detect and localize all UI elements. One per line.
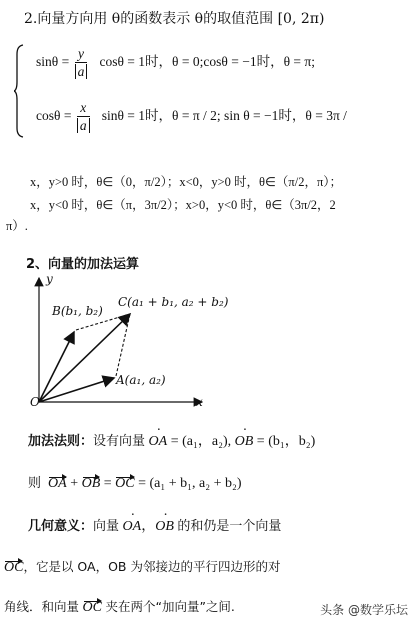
system-line-2-rest: sinθ = 1时，θ = π / 2; sin θ = −1时，θ = 3π / — [101, 108, 347, 124]
sum-ob: OB — [81, 476, 101, 491]
geometric-meaning — [28, 515, 281, 535]
geometric-line-3 — [4, 597, 235, 616]
heading-direction — [24, 8, 324, 28]
system-line-2-lhs: cosθ = — [36, 108, 72, 124]
geo-ob: OB · — [155, 519, 174, 535]
quadrant-line-2: x，y<0 时，θ∈（π，3π/2）；x>0，y<0 时，θ∈（3π/2，2 — [30, 198, 336, 212]
geometric-line-3-text-2: 夹在两个“加向量”之间. — [105, 599, 235, 614]
sum-plus: + — [70, 476, 79, 491]
heading-range: [0, 2π) — [277, 11, 325, 27]
geometric-line-2-text: ，它是以 OA，OB 为邻接边的平行四边形的对 — [23, 559, 281, 574]
geo3-oc: OC — [82, 600, 102, 615]
quadrant-line-3: π）. — [6, 219, 28, 233]
geo-oa: OA · — [123, 519, 142, 535]
system-line-2 — [36, 100, 347, 134]
addition-rule-label: 加法法则： — [28, 434, 94, 449]
system-brace — [14, 44, 24, 138]
sum-eq: = — [103, 476, 112, 491]
diagram-label-c: C(a₁ + b₁, a₂ + b₂) — [118, 295, 229, 309]
heading-text: 2.向量方向用 θ的函数表示 θ的取值范围 — [24, 11, 274, 27]
diagram-label-x: x — [196, 395, 203, 409]
vector-oc — [39, 314, 130, 402]
geometric-text-2: 的和仍是一个向量 — [177, 519, 282, 534]
fraction-2-den: a — [77, 118, 90, 133]
geometric-text-1: 向量 — [93, 519, 120, 534]
dashed-ac — [116, 314, 130, 376]
addition-rule — [28, 430, 315, 450]
vector-ob — [39, 332, 74, 402]
section-title-vector-addition: 2、向量的加法运算 — [26, 257, 140, 272]
addition-rule-text: 设有向量 — [93, 434, 146, 449]
geometric-line-2 — [4, 557, 281, 576]
sum-oa: OA — [48, 476, 67, 491]
vector-oa-symbol: OA · — [149, 434, 168, 450]
vector-ob-coords: = (b₁，b₂) — [256, 434, 316, 449]
sum-equation — [28, 472, 242, 492]
fraction-1 — [75, 46, 88, 80]
geo-comma: ， — [141, 519, 156, 534]
fraction-2-num: x — [77, 100, 90, 117]
geometric-meaning-label: 几何意义： — [28, 519, 94, 534]
diagram-label-b: B(b₁, b₂) — [52, 304, 103, 318]
watermark: 头条 @数学乐坛 — [320, 603, 408, 617]
vector-oa-coords: = (a₁，a₂), — [170, 434, 232, 449]
fraction-2 — [77, 100, 90, 134]
sum-equation-label: 则 — [28, 476, 42, 491]
system-line-1-rest: cosθ = 1时，θ = 0;cosθ = −1时，θ = π; — [99, 54, 315, 70]
quadrant-line-1: x，y>0 时，θ∈（0，π/2）；x<0，y>0 时，θ∈（π/2，π）； — [30, 175, 343, 189]
sum-oc: OC — [115, 476, 135, 491]
fraction-1-num: y — [75, 46, 88, 63]
diagram-label-o: O — [30, 395, 40, 409]
geometric-line-3-text-1: 角线．和向量 — [4, 599, 80, 614]
vector-addition-diagram — [22, 270, 222, 416]
system-line-1-lhs: sinθ = — [36, 54, 70, 70]
geo2-oc: OC — [4, 560, 24, 575]
diagram-label-a: A(a₁, a₂) — [116, 373, 166, 387]
vector-ob-symbol: OB · — [235, 434, 254, 450]
fraction-1-den: a — [75, 64, 88, 79]
diagram-label-y: y — [46, 272, 53, 286]
sum-result: = (a₁ + b₁, a₂ + b₂) — [138, 476, 242, 491]
vector-oa — [39, 378, 114, 402]
system-line-1 — [36, 46, 315, 80]
